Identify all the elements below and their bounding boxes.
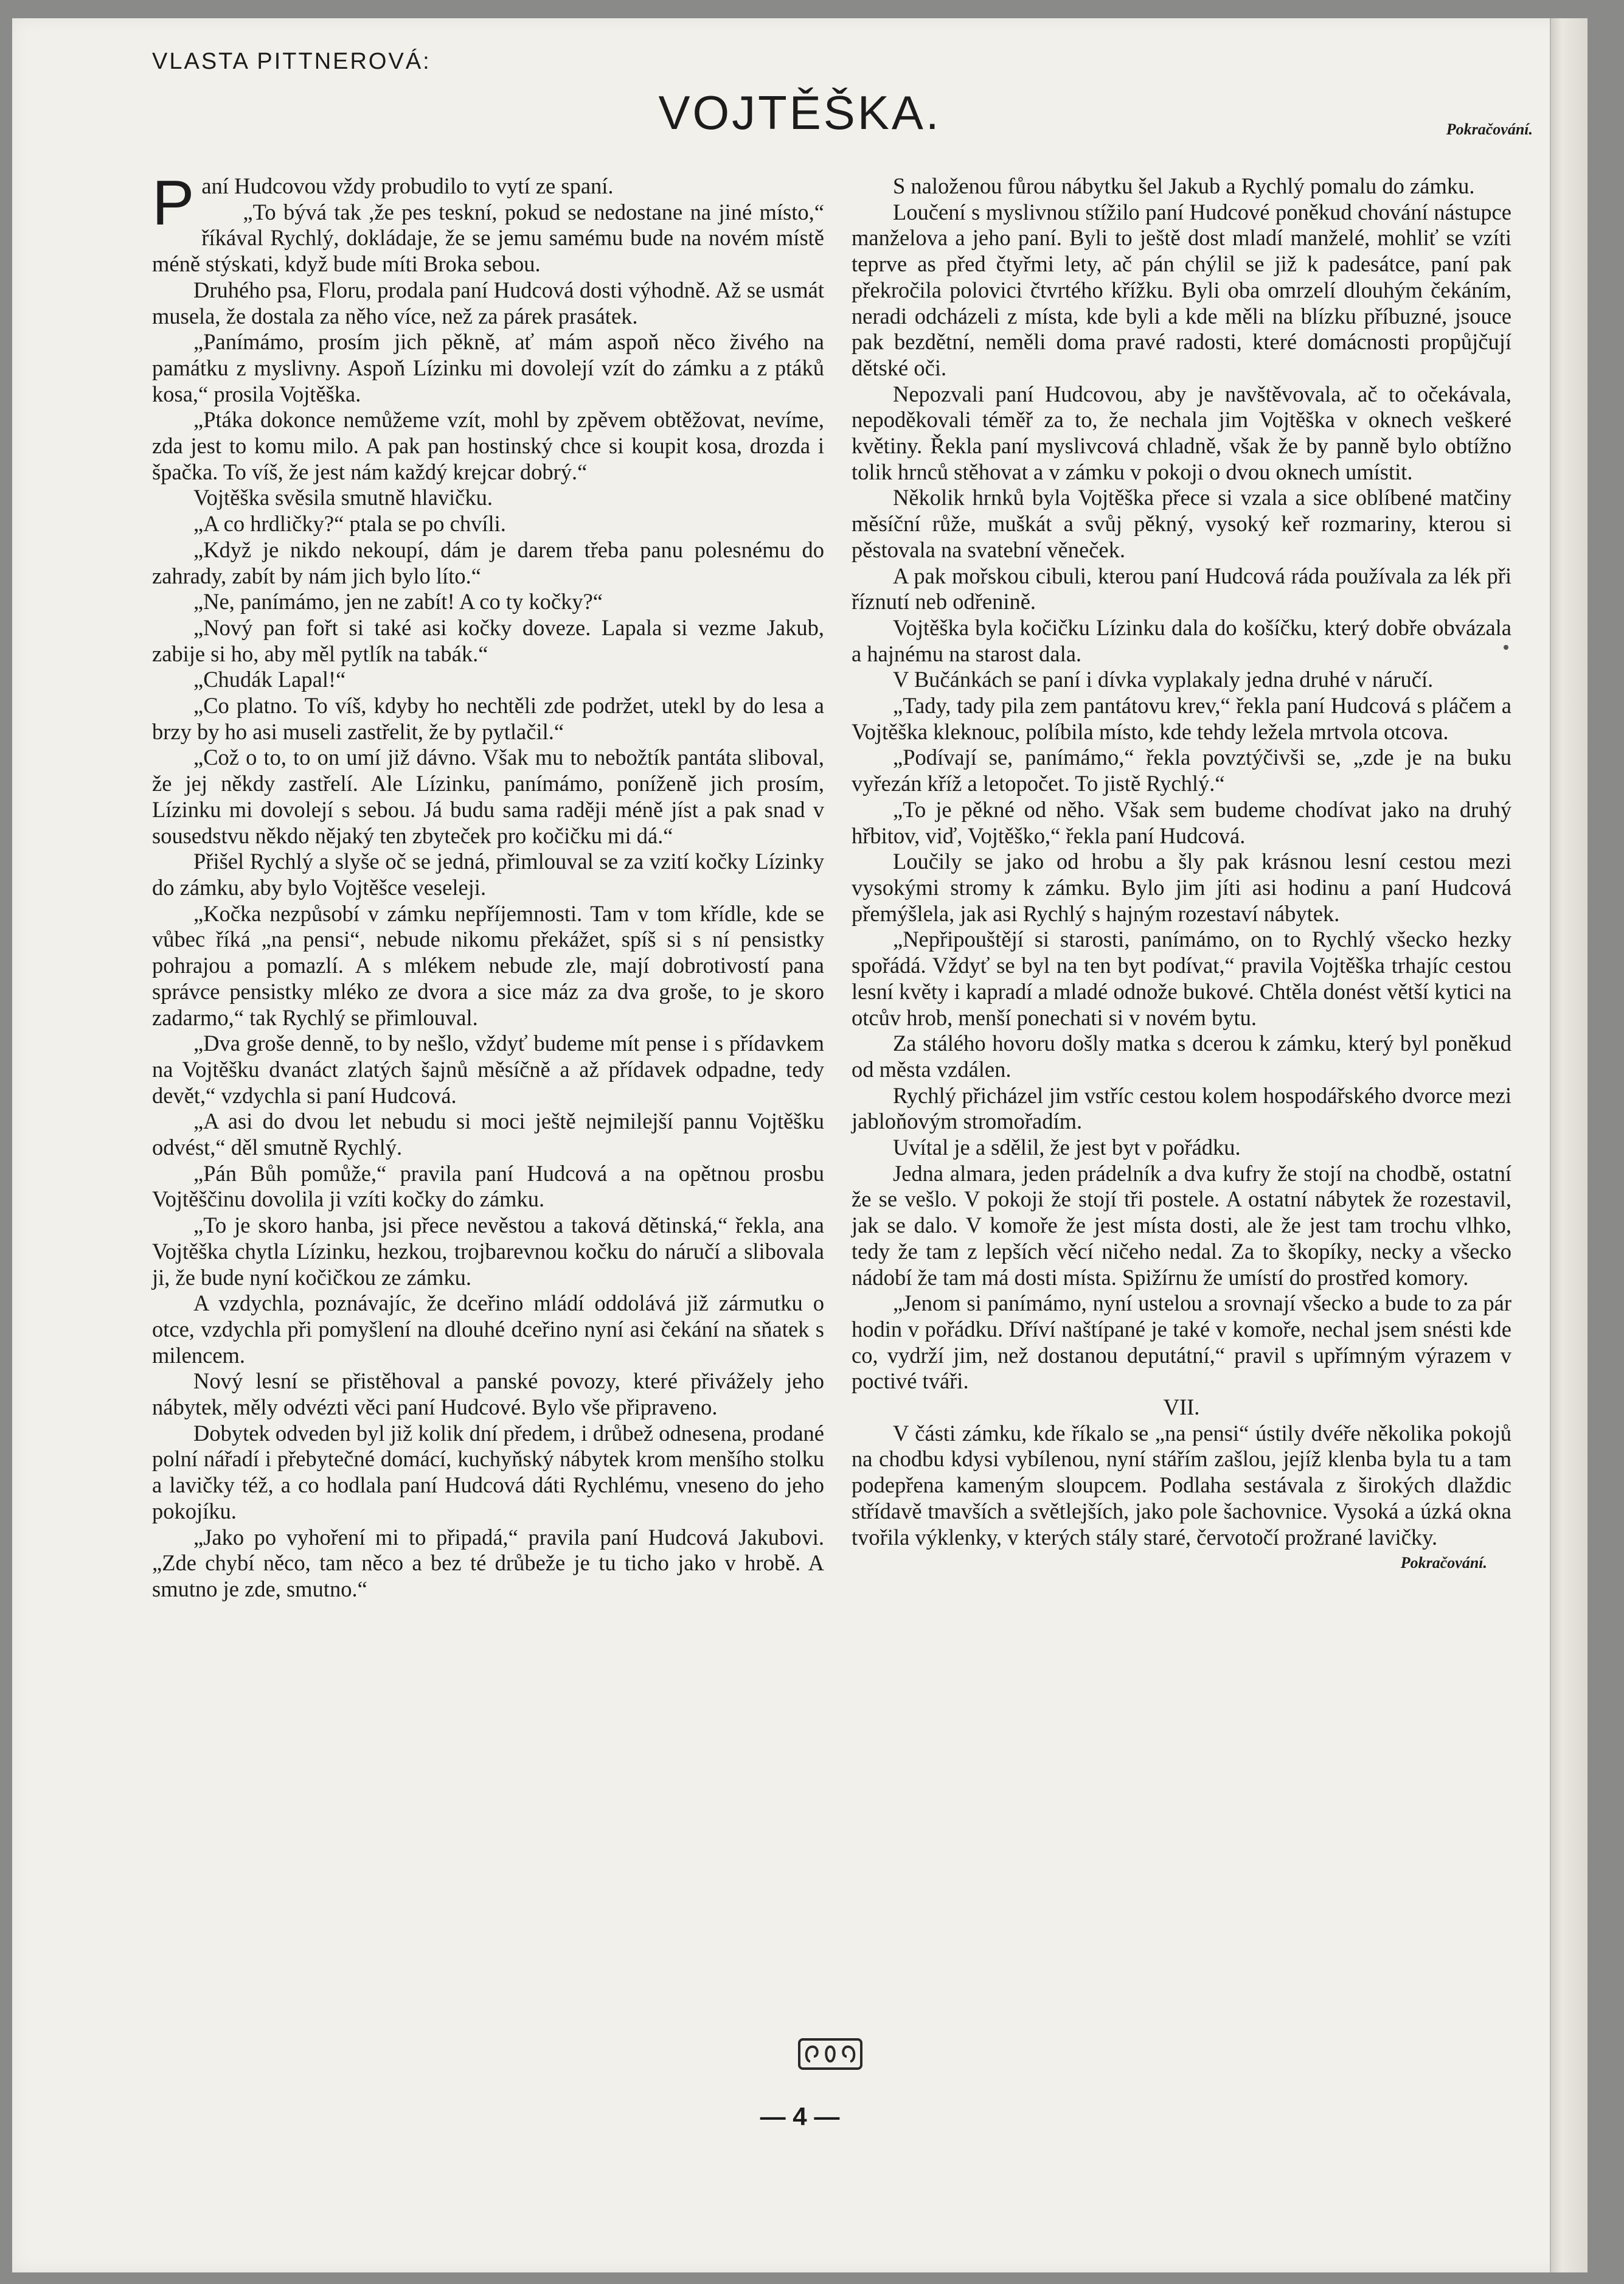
paragraph: Rychlý přicházel jim vstříc cestou kolem hospodářského dvorce mezi jabloňovým stromořadím. [852,1082,1511,1134]
paragraph: Nový lesní se přistěhoval a panské povozy, které přivážely jeho nábytek, měly odvézti věci paní Hudcové. Bylo vše připraveno. [152,1368,824,1420]
paragraph: A vzdychla, poznávajíc, že dceřino mládí oddolává již zármutku o otce, vzdychla při pomyšlení na dlouhé dceřino nyní asi čekání na sňatek s milencem. [152,1290,824,1368]
paragraph: Jedna almara, jeden prádelník a dva kufry že stojí na chodbě, ostatní že se vešlo. V pokoji že stojí tři postele. A ostatní nábytek že rozestavil, jak se dalo. V komoře že jest místa dosti, ale že jest tam trochu vlhko, tedy že tam z lepších věcí ničeho nedal. Za to škopíky, necky a všecko nádobí že tam má dosti místa. Spižírnu že umístí do prostřed komory. [852,1160,1511,1290]
paragraph: „Panímámo, prosím jich pěkně, ať mám aspoň něco živého na památku z myslivny. Aspoň Lízinku mi dovolejí vzít do zámku a z ptáků kosa,“ prosila Vojtěška. [152,329,824,406]
paragraph: Loučily se jako od hrobu a šly pak krásnou lesní cestou mezi vysokými stromy k zámku. Bylo jim jíti asi hodinu a paní Hudcová přemýšlela, jak asi Rychlý s hajným rozestaví nábytek. [852,849,1511,926]
continuation-note-top: Pokračování. [1446,120,1533,138]
paragraph: „Tady, tady pila zem pantátovu krev,“ řekla paní Hudcová s pláčem a Vojtěška kleknouc, políbila místo, kde tehdy ležela mrtvola otcova. [852,693,1511,744]
drop-cap: P [152,168,195,238]
paragraph: „To je skoro hanba, jsi přece nevěstou a taková dětinská,“ řekla, ana Vojtěška chytla Lízinku, hezkou, trojbarevnou kočku do náručí a slibovala ji, že bude nyní kočičkou ze zámku. [152,1213,824,1290]
paragraph: Loučení s myslivnou stížilo paní Hudcové poněkud chování nástupce manželova a jeho paní. Byli to ještě dost mladí manželé, mohliť se vzíti teprve as před čtyřmi lety, ač pán chýlil se již k padesátce, paní pak překročila polovici čtvrtého křížku. Byli oba omrzelí dlouhým čekáním, neradi odcházeli z místa, kde byli a kde měli na blízku příbuzné, jsouce pak bezdětní, neměli doma pravé radosti, které domácnosti propůjčují dětské oči. [852,199,1511,380]
paragraph: „Jako po vyhoření mi to připadá,“ pravila paní Hudcová Jakubovi. „Zde chybí něco, tam něco a bez té drůbeže je tu ticho jako v hrobě. A smutno je zde, smutno.“ [152,1524,824,1601]
paragraph: „To je pěkné od něho. Však sem budeme chodívat jako na druhý hřbitov, viď, Vojtěško,“ řekla paní Hudcová. [852,796,1511,848]
paragraph: „Dva groše denně, to by nešlo, vždyť budeme mít pense i s přídavkem na Vojtěšku dvanáct zlatých šajnů měsíčně a až přídavek odpadne, tedy devět,“ vzdychla si paní Hudcová. [152,1031,824,1108]
paragraph: Uvítal je a sdělil, že jest byt v pořádku. [893,1135,1241,1160]
page-number: — 4 — [760,2102,840,2131]
paragraph: Za stálého hovoru došly matka s dcerou k zámku, který byl poněkud od města vzdálen. [852,1031,1511,1082]
ornament-icon [797,2037,864,2071]
paragraph: „Nepřipouštějí si starosti, panímámo, on to Rychlý všecko hezky spořádá. Vždyť se byl na ten byt podívat,“ pravila Vojtěška trhajíc cestou lesní květy i kapradí a mladé odnože bukové. Chtěla donést větší kytici na otcův hrob, menší ponechati si v novém bytu. [852,927,1511,1030]
paragraph: „To bývá tak ,že pes teskní, pokud se nedostane na jiné místo,“ říkával Rychlý, dokládaje, že se jemu samému bude na novém místě méně stýskati, když bude míti Broka sebou. [152,199,824,277]
paragraph: „Ne, panímámo, jen ne zabít! A co ty kočky?“ [193,589,603,615]
paragraph: „Ptáka dokonce nemůžeme vzít, mohl by zpěvem obtěžovat, nevíme, zda jest to komu milo. A pak pan hostinský chce si koupit kosa, drozda i špačka. To víš, že jest nám každý krejcar dobrý.“ [152,407,824,484]
section-number: VII. [1163,1394,1200,1420]
author-name: VLASTA PITTNEROVÁ: [152,49,431,74]
paragraph: Druhého psa, Floru, prodala paní Hudcová dosti výhodně. Až se usmát musela, že dostala za něho více, než za párek prasátek. [152,277,824,329]
paragraph: „Podívají se, panímámo,“ řekla povztýčivši se, „zde je na buku vyřezán kříž a letopočet. To jistě Rychlý.“ [852,745,1511,796]
paragraph: A pak mořskou cibuli, kterou paní Hudcová ráda používala za lék při říznutí neb odřenině. [852,563,1511,615]
page-binding [1550,18,1588,2272]
paragraph: „Co platno. To víš, kdyby ho nechtěli zde podržet, utekl by do lesa a brzy by ho asi museli zastřelit, že by pytlačil.“ [152,693,824,744]
paragraph: V části zámku, kde říkalo se „na pensi“ ústily dvéře několika pokojů na chodbu kdysi vybílenou, nyní stářím zašlou, jejíž klenba byla tu a tam podepřena kameným sloupcem. Podlaha sestávala z širokých dlaždic střídavě tmavších a světlejších, jako pole šachovnice. Vysoká a úzká okna tvořila výklenky, v kterých stály staré, červotočí prožrané lavičky. Pokračování. [852,1421,1511,1551]
paragraph: V Bučánkách se paní i dívka vyplakaly jedna druhé v náručí. [893,667,1434,692]
paragraph: Dobytek odveden byl již kolik dní předem, i drůbež odnesena, prodané polní nářadí i přebytečné domácí, kuchyňský nábytek krom menšího stolku a lavičky též, a co hodlala paní Hudcová dáti Rychlému, vneseno do jeho pokojíku. [152,1420,824,1523]
paragraph: „A co hrdličky?“ ptala se po chvíli. [193,511,506,537]
paragraph: „Když je nikdo nekoupí, dám je darem třeba panu polesnému do zahrady, zabít by nám jich bylo líto.“ [152,537,824,588]
page [12,18,1588,2272]
page-title: VOJTĚŠKA. [658,86,942,139]
left-column [152,168,824,1603]
speck-mark [1504,645,1508,650]
paragraph: Paní Hudcovou vždy probudilo to vytí ze spaní. [152,168,614,238]
paragraph: Několik hrnků byla Vojtěška přece si vzala a sice oblíbené matčiny měsíční růže, muškát a svůj pěkný, vysoký keř rozmariny, kterou si pěstovala na svatební věneček. [852,485,1511,562]
paragraph: Nepozvali paní Hudcovou, aby je navštěvovala, ač to očekávala, nepoděkovali téměř za to, že nechala jim Vojtěška v oknech veškeré květiny. Řekla paní myslivcová chladně, však že by panně bylo obtížno tolik hrnců stěhovat a v zámku v pokoji o dvou oknech umístit. [852,381,1511,484]
paragraph: Vojtěška byla kočičku Lízinku dala do košíčku, který dobře obvázala a hajnému na starost dala. [852,615,1511,666]
paragraph: S naloženou fůrou nábytku šel Jakub a Rychlý pomalu do zámku. [893,173,1475,198]
paragraph: Přišel Rychlý a slyše oč se jedná, přimlouval se za vzití kočky Lízinky do zámku, aby bylo Vojtěšce veseleji. [152,849,824,900]
paragraph: „Chudák Lapal!“ [193,667,346,692]
paragraph: „A asi do dvou let nebudu si moci ještě nejmilejší pannu Vojtěšku odvést,“ děl smutně Rychlý. [152,1109,824,1160]
paragraph: Vojtěška svěsila smutně hlavičku. [193,485,493,510]
paragraph: „Jenom si panímámo, nyní ustelou a srovnají všecko a bude to za pár hodin v pořádku. Dříví naštípané je také v komoře, nechal jsem snésti kde co, vydrží jim, než dostanou deputátní,“ pravil s upřímným výrazem v poctivé tváři. [852,1290,1511,1394]
paragraph: „Nový pan fořt si také asi kočky doveze. Lapala si vezme Jakub, zabije si ho, aby měl pytlík na tabák.“ [152,615,824,666]
paragraph: „Kočka nezpůsobí v zámku nepříjemnosti. Tam v tom křídle, kde se vůbec říká „na pensi“, nebude nikomu překážet, spíš si s ní pensistky pohrajou a pomazlí. A s mlékem nebude zle, mají dobrotivostí pana správce pensistky mléko ze dvora a sice máz za dva groše, to je skoro zadarmo,“ tak Rychlý se přimlouval. [152,900,824,1030]
continuation-note-bottom: Pokračování. [1400,1554,1487,1572]
right-column [852,173,1511,1576]
paragraph: „Což o to, to on umí již dávno. Však mu to nebožtík pantáta sliboval, že jej někdy zastřelí. Ale Lízinku, panímámo, poníženě jich prosím, Lízinku mi dovolejí s sebou. Já budu sama raději méně jíst a pak snad v sousedstvu někdo nějaký ten zbyteček pro kočičku mi dá.“ [152,745,824,848]
paragraph: „Pán Bůh pomůže,“ pravila paní Hudcová a na opětnou prosbu Vojtěščinu dovolila ji vzíti kočky do zámku. [152,1160,824,1212]
